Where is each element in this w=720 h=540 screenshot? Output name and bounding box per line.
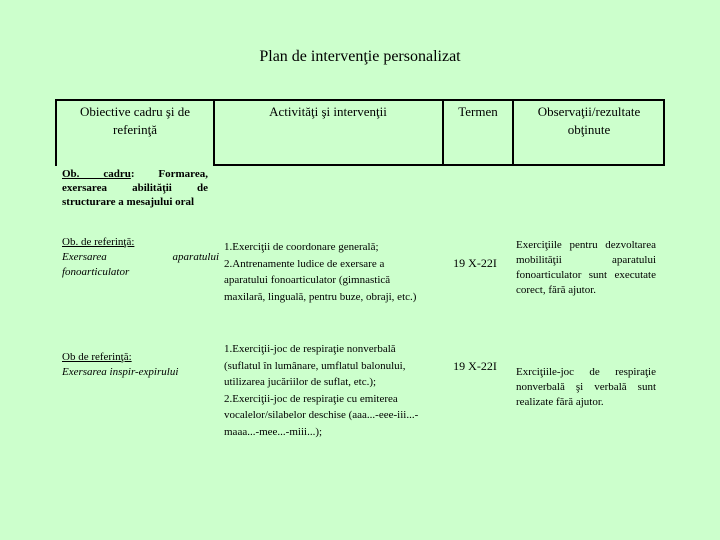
header-termen: Termen (458, 104, 498, 119)
table-col-divider-2 (442, 99, 444, 166)
table-col-divider-1 (213, 99, 215, 166)
ob-referinta-2-label: Ob de referinţă: (62, 351, 132, 363)
ob-referinta-1 (62, 235, 219, 280)
termen-2: 19 X-22I (453, 359, 497, 373)
table-top-border (55, 99, 665, 101)
table-right-border (663, 99, 665, 166)
ob-cadru-label: Ob. cadru (62, 168, 131, 180)
header-activitati: Activităţi şi intervenţii (269, 104, 387, 119)
activitate-2-2: 2.Exerciţii-joc de respiraţie cu emiterea vocalelor/silabelor deschise (aaa...-eee-iii...-maaa...-mee...-miii...); (224, 392, 419, 438)
activitati-1 (224, 239, 424, 305)
observatii-2: Exrciţiile-joc de respiraţie nonverbală şi verbală sunt realizate fără ajutor. (516, 366, 656, 408)
termen-1: 19 X-22I (453, 256, 497, 270)
ob-referinta-2-text: Exersarea inspir-expirului (62, 366, 179, 378)
observatii-1: Exerciţiile pentru dezvoltarea mobilităţii aparatului fonoarticulator sunt executate corect, fără ajutor. (516, 239, 656, 296)
table-left-border (55, 99, 57, 166)
ob-referinta-1-text: Exersarea aparatului fonoarticulator (62, 251, 219, 278)
table-col-divider-3 (512, 99, 514, 166)
ob-cadru-text: : Formarea, exersarea abilităţii de structurare a mesajului oral (62, 168, 208, 208)
page-title: Plan de intervenţie personalizat (259, 48, 461, 65)
header-obiective: Obiective cadru şi de referinţă (79, 104, 191, 137)
activitate-1-1: 1.Exerciţii de coordonare generală; (224, 241, 379, 253)
ob-referinta-1-label: Ob. de referinţă: (62, 236, 135, 248)
ob-referinta-2 (62, 350, 212, 380)
activitate-2-1: 1.Exerciţii-joc de respiraţie nonverbală (suflatul în lumânare, umflatul balonului, utilizarea jucăriilor de suflat, etc.); (224, 343, 406, 388)
table-header-divider (213, 164, 665, 166)
header-observatii: Observaţii/rezultate obţinute (537, 104, 641, 137)
activitate-1-2: 2.Antrenamente ludice de exersare a aparatului fonoarticulator (gimnastică maxilară, linguală, pentru buze, obraji, etc.) (224, 257, 417, 303)
activitati-2 (224, 341, 424, 440)
ob-cadru (62, 167, 208, 209)
